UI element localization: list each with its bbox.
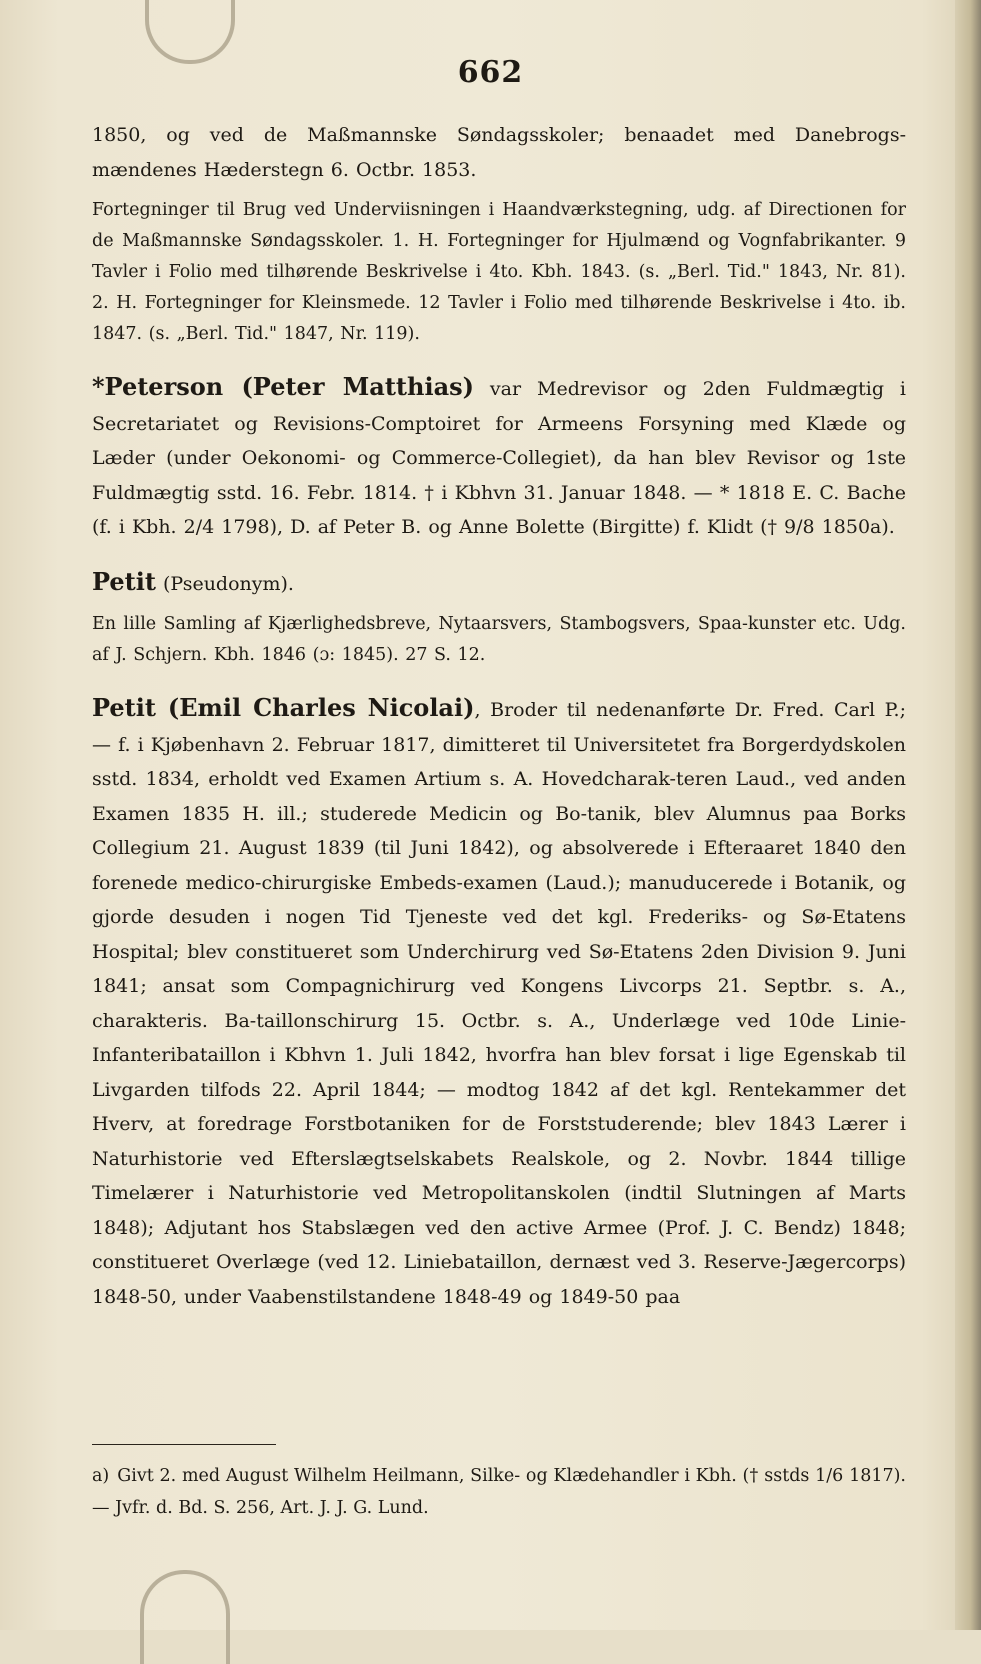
entry-text-petit: (Pseudonym).	[155, 572, 294, 595]
entry-peterson	[92, 370, 906, 545]
page-edge	[955, 0, 981, 1630]
page-body	[92, 118, 906, 1314]
page-number: 662	[457, 55, 524, 90]
entry-petit-pseudonym	[92, 565, 906, 602]
entry-petit-emil	[92, 691, 906, 1314]
footnote-text: Givt 2. med August Wilhelm Heilmann, Silke- og Klædehandler i Kbh. († sstds 1/6 1817). — Jvfr. d. Bd. S. 256, Art. J. J. G. Lund.	[92, 1466, 906, 1518]
binding-clip-bottom	[140, 1570, 230, 1664]
footnote-rule	[92, 1444, 276, 1445]
entry-heading-peterson: *Peterson (Peter Matthias)	[92, 372, 474, 401]
entry-heading-petit: Petit	[92, 566, 156, 596]
entry-heading-petit-emil: Petit (Emil Charles Nicolai)	[92, 693, 475, 722]
entry-text-peterson: var Medrevisor og 2den Fuldmægtig i Secretariatet og Revisions-Comptoiret for Armeens Forsyning med Klæde og Læder (under Oekonomi- og Commerce-Collegiet), da han blev Revisor og 1ste Fuldmægtig sstd. 16. Febr. 1814. † i Kbhvn 31. Januar 1848. — * 1818 E. C. Bache (f. i Kbh. 2/4 1798), D. af Peter B. og Anne Bolette (Birgitte) f. Klidt († 9/8 1850a).	[92, 378, 907, 538]
paragraph-continuation: 1850, og ved de Maßmannske Søndagsskoler; benaadet med Danebrogs-mændenes Hæderstegn 6. Octbr. 1853.	[92, 124, 906, 181]
paragraph-bibliography-1: Fortegninger til Brug ved Underviisningen i Haandværkstegning, udg. af Directionen for de Maßmannske Søndagsskoler. 1. H. Fortegninger for Hjulmænd og Vognfabrikanter. 9 Tavler i Folio med tilhørende Beskrivelse i 4to. Kbh. 1843. (s. „Berl. Tid." 1843, Nr. 81). 2. H. Fortegninger for Kleinsmede. 12 Tavler i Folio med tilhørende Beskrivelse i 4to. ib. 1847. (s. „Berl. Tid." 1847, Nr. 119).	[92, 200, 906, 344]
entry-text-petit-emil: , Broder til nedenanførte Dr. Fred. Carl P.; — f. i Kjøbenhavn 2. Februar 1817, dimitteret til Universitetet fra Borgerdydskolen sstd. 1834, erholdt ved Examen Artium s. A. Hovedcharak-teren Laud., ved anden Examen 1835 H. ill.; studerede Medicin og Bo-tanik, blev Alumnus paa Borks Collegium 21. August 1839 (til Juni 1842), og absolverede i Efteraaret 1840 den forenede medico-chirurgiske Embeds-examen (Laud.); manuducerede i Botanik, og gjorde desuden i nogen Tid Tjeneste ved det kgl. Frederiks- og Sø-Etatens Hospital; blev constitueret som Underchirurg ved Sø-Etatens 2den Division 9. Juni 1841; ansat som Compagnichirurg ved Kongens Livcorps 21. Septbr. s. A., charakteris. Ba-taillonschirurg 15. Octbr. s. A., Underlæge ved 10de Linie-Infanteribataillon i Kbhvn 1. Juli 1842, hvorfra han blev forsat i lige Egenskab til Livgarden tilfods 22. April 1844; — modtog 1842 af det kgl. Rentekammer det Hverv, at foredrage Forstbotaniken for de Forststuderende; blev 1843 Lærer i Naturhistorie ved Efterslægtselskabets Realskole, og 2. Novbr. 1844 tillige Timelærer i Naturhistorie ved Metropolitanskolen (indtil Slutningen af Marts 1848); Adjutant hos Stabslægen ved den active Armee (Prof. J. C. Bendz) 1848; constitueret Overlæge (ved 12. Liniebataillon, dernæst ved 3. Reserve-Jægercorps) 1848-50, under Vaabenstilstandene 1848-49 og 1849-50 paa	[92, 699, 906, 1308]
footnote-marker: a)	[92, 1466, 110, 1486]
paragraph-bibliography-2: En lille Samling af Kjærlighedsbreve, Nytaarsvers, Stambogsvers, Spaa-kunster etc. Udg. af J. Schjern. Kbh. 1846 (ɔ: 1845). 27 S. 12.	[92, 614, 906, 665]
footnote	[92, 1460, 906, 1524]
